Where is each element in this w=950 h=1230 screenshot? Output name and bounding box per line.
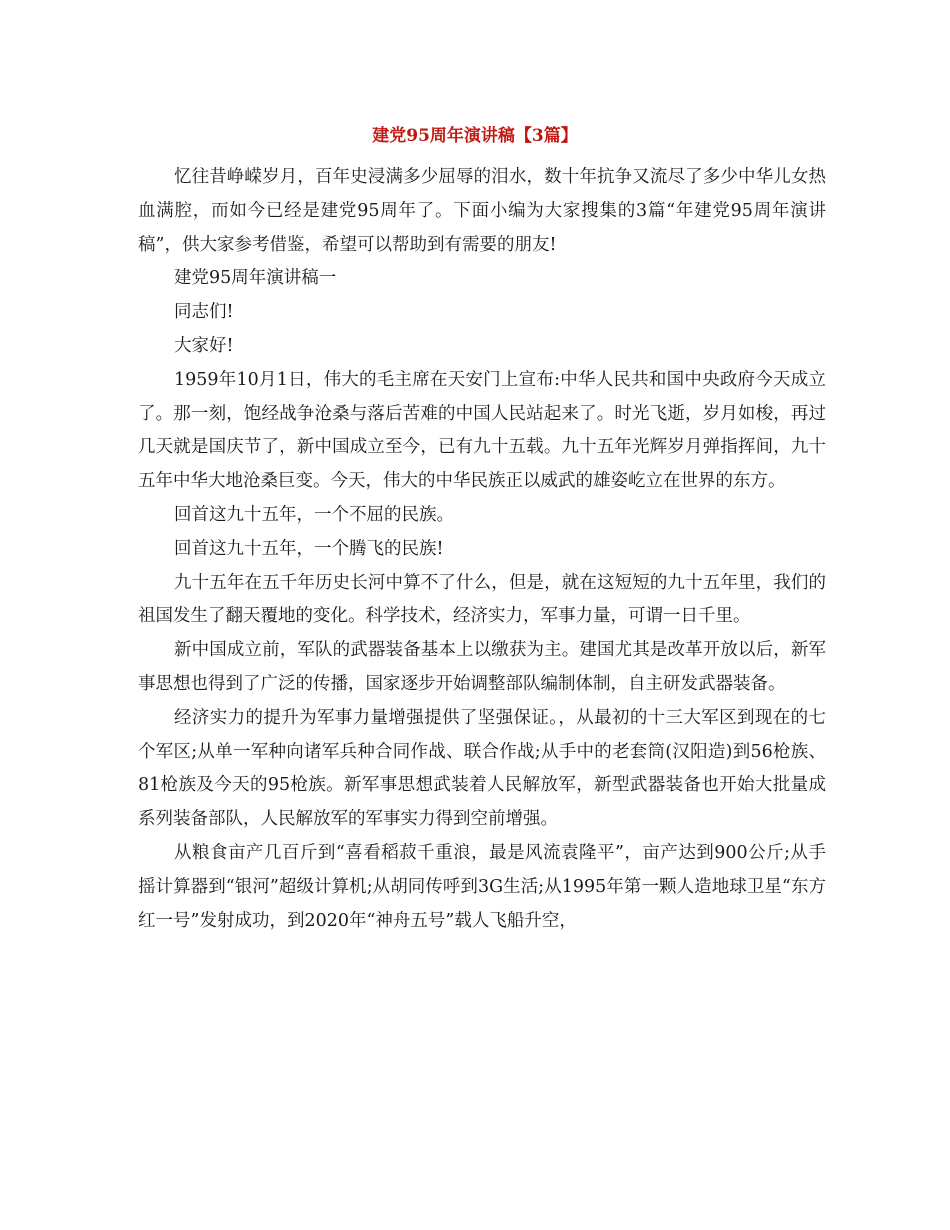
paragraph-salutation-comrades: 同志们! [174, 302, 234, 323]
document-title: 建党95周年演讲稿【3篇】 [372, 126, 578, 146]
paragraph-military: 经济实力的提升为军事力量增强提供了坚强保证。，从最初的十三大军区到现在的七个军区;从单一军种向诸军兵种合同作战、联合作战;从手中的老套筒(汉阳造)到56枪族、81枪族及今天的95枪族。新军事思想武装着人民解放军，新型武器装备也开始大批量成系列装备部队，人民解放军的军事实力得到空前增强。 [138, 707, 826, 830]
paragraph-review-soaring: 回首这九十五年，一个腾飞的民族! [174, 538, 444, 559]
paragraph-salutation-everyone: 大家好! [174, 335, 234, 356]
paragraph-review-unyielding: 回首这九十五年，一个不屈的民族。 [174, 504, 454, 525]
paragraph-speech-heading: 建党95周年演讲稿一 [174, 268, 337, 289]
document-body [138, 161, 826, 938]
paragraph-achievements: 从粮食亩产几百斤到“喜看稻菽千重浪，最是风流袁隆平”，亩产达到900公斤;从手摇计算器到“银河”超级计算机;从胡同传呼到3G生活;从1995年第一颗人造地球卫星“东方红一号”发射成功，到2020年“神舟五号”载人飞船升空， [138, 842, 826, 931]
paragraph-weapons: 新中国成立前，军队的武器装备基本上以缴获为主。建国尤其是改革开放以后，新军事思想也得到了广泛的传播，国家逐步开始调整部队编制体制，自主研发武器装备。 [138, 640, 826, 694]
paragraph-founding: 1959年10月1日，伟大的毛主席在天安门上宣布:中华人民共和国中央政府今天成立了。那一刻，饱经战争沧桑与落后苦难的中国人民站起来了。时光飞逝，岁月如梭，再过几天就是国庆节了，新中国成立至今，已有九十五载。九十五年光辉岁月弹指挥间，九十五年中华大地沧桑巨变。今天，伟大的中华民族正以威武的雄姿屹立在世界的东方。 [138, 369, 826, 492]
paragraph-intro: 忆往昔峥嵘岁月，百年史浸满多少屈辱的泪水，数十年抗争又流尽了多少中华儿女热血满腔，而如今已经是建党95周年了。下面小编为大家搜集的3篇“年建党95周年演讲稿”，供大家参考借鉴，希望可以帮助到有需要的朋友! [138, 167, 826, 255]
paragraph-changes: 九十五年在五千年历史长河中算不了什么，但是，就在这短短的九十五年里，我们的祖国发生了翻天覆地的变化。科学技术，经济实力，军事力量，可谓一日千里。 [138, 572, 826, 627]
